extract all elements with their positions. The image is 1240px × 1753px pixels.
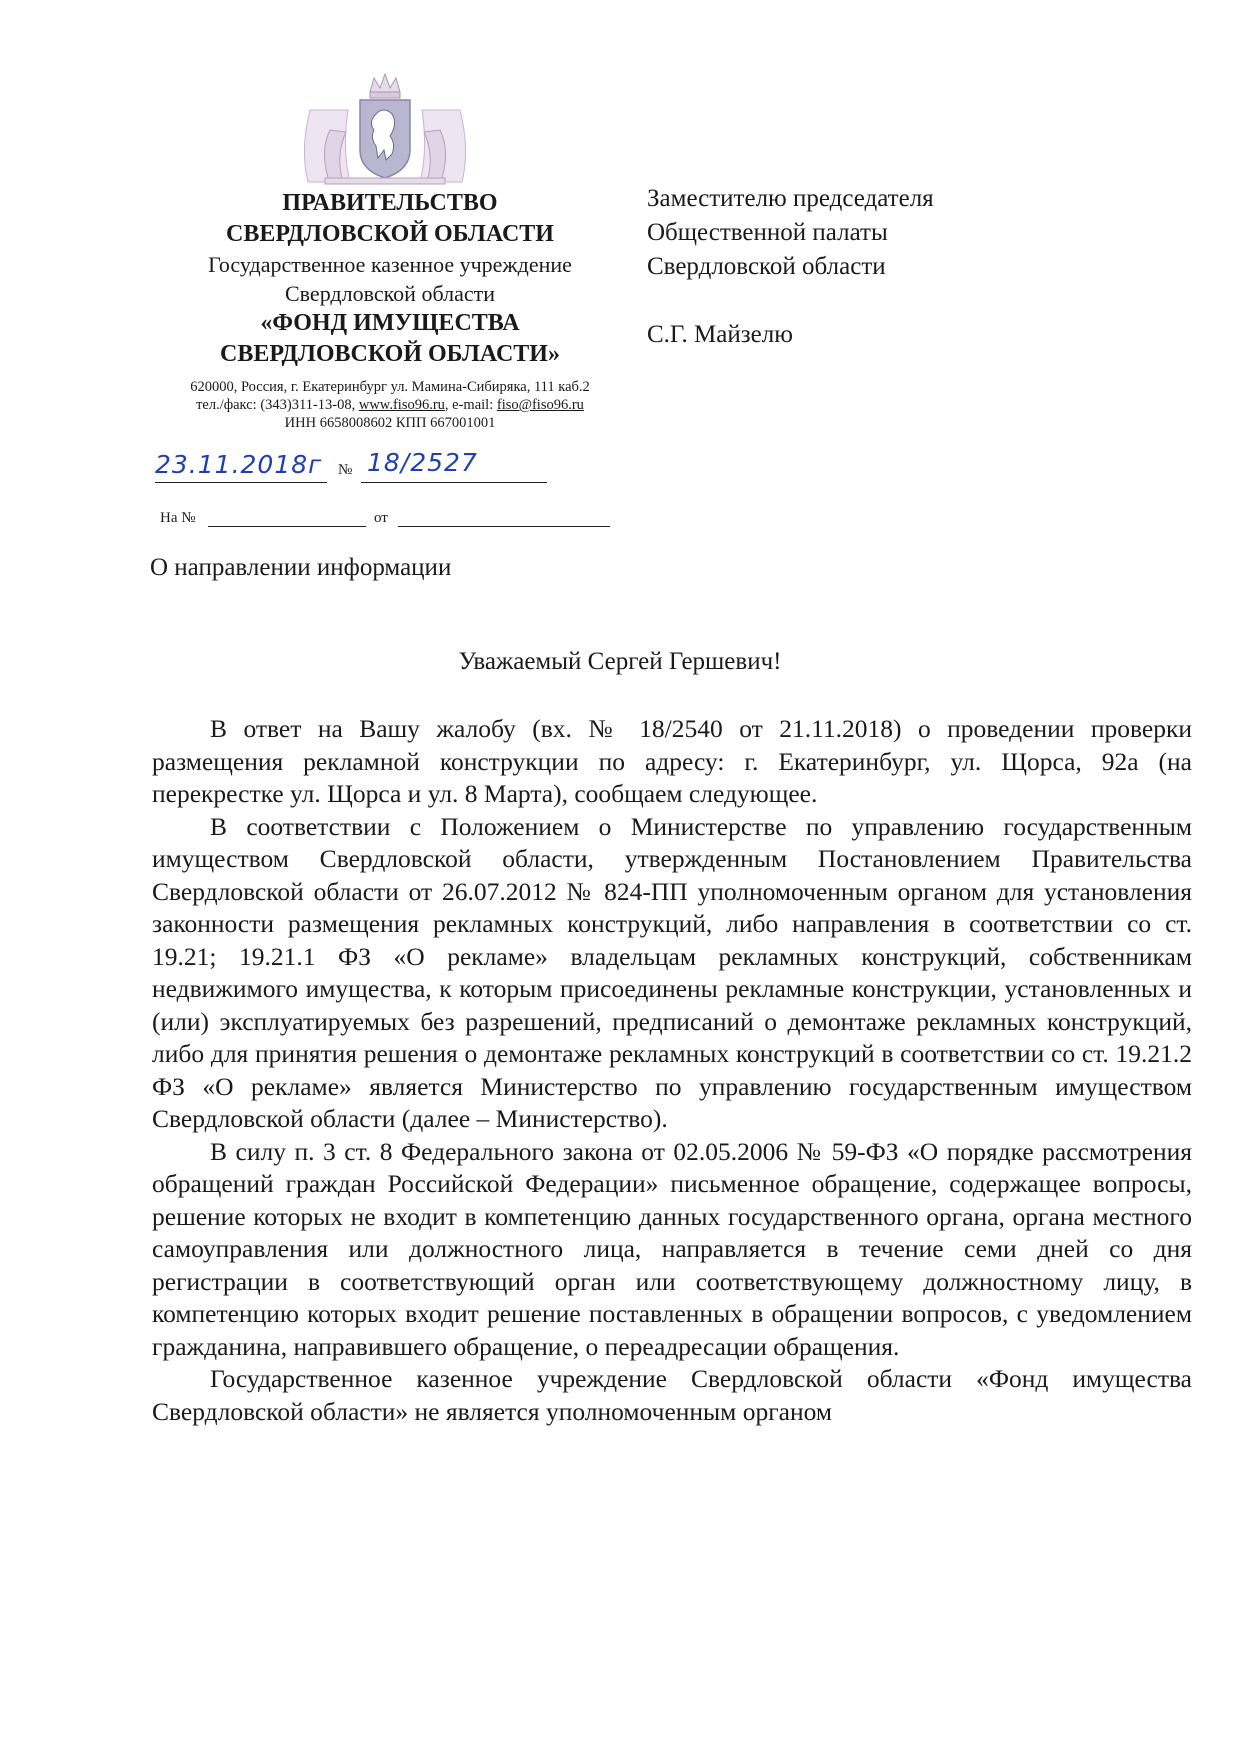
sender-inn-kpp: ИНН 6658008602 КПП 667001001 (284, 415, 496, 431)
sender-contacts (140, 378, 640, 432)
addressee-position-line2: Общественной палаты (647, 219, 888, 246)
body-paragraph: Государственное казенное учреждение Свердловской области «Фонд имущества Свердловской области» не является уполномоченным органом (152, 1364, 1192, 1426)
coat-of-arms-emblem (290, 70, 480, 188)
reply-number-label: На № (160, 510, 196, 526)
outgoing-number: 18/2527 (367, 448, 478, 477)
outgoing-date: 23.11.2018г (155, 450, 323, 479)
sender-phone-web-email (140, 396, 640, 414)
sender-website-link[interactable]: www.fiso96.ru (358, 397, 445, 413)
body-paragraph: В силу п. 3 ст. 8 Федерального закона от 02.05.2006 № 59-ФЗ «О порядке рассмотрения обращений граждан Российской Федерации» письменное обращение, содержащее вопросы, решение которых не входит в компетенцию данных государственного органа, органа местного самоуправления или должностного лица, направляется в течение семи дней со дня регистрации в соответствующий орган или соответствующему должностному лицу, в компетенцию которых входит решение поставленных в обращении вопросов, с уведомлением гражданина, направившего обращение, о переадресации обращения. (152, 1136, 1192, 1361)
sender-phone: тел./факс: (343)311-13-08, (196, 397, 359, 413)
sender-address: 620000, Россия, г. Екатеринбург ул. Мамина-Сибиряка, 111 каб.2 (190, 379, 590, 395)
letter-subject: О направлении информации (150, 554, 452, 581)
sender-fund-name-line2: СВЕРДЛОВСКОЙ ОБЛАСТИ» (220, 341, 560, 367)
body-paragraph: В ответ на Вашу жалобу (вх. № 18/2540 от 21.11.2018) о проведении проверки размещения рекламной конструкции по адресу: г. Екатеринбург, ул. Щорса, 92а (на перекрестке ул. Щорса и ул. 8 Марта), сообщаем следующее. (152, 714, 1192, 808)
addressee-block (647, 182, 1207, 352)
sender-email-link[interactable]: fiso@fiso96.ru (496, 397, 584, 413)
addressee-position-line1: Заместителю председателя (647, 185, 934, 212)
sender-institution-type: Государственное казенное учреждение (208, 252, 572, 277)
sender-institution-region: Свердловской области (285, 281, 495, 306)
letter-body (152, 713, 1192, 1428)
salutation: Уважаемый Сергей Гершевич! (458, 648, 782, 675)
addressee-position-line3: Свердловской области (647, 253, 886, 280)
sender-email-label: , e-mail: (444, 397, 497, 413)
sender-block (140, 188, 640, 370)
sender-government-title: ПРАВИТЕЛЬСТВО (282, 190, 498, 216)
body-paragraph: В соответствии с Положением о Министерстве по управлению государственным имуществом Свердловской области, утвержденным Постановлением Правительства Свердловской области от 26.07.2012 № 824-ПП уполномоченным органом для установления законности размещения рекламных конструкций, либо направления в соответствии со ст. 19.21; 19.21.1 ФЗ «О рекламе» владельцам рекламных конструкций, собственникам недвижимого имущества, к которым присоединены рекламные конструкции, установленных и (или) эксплуатируемых без разрешений, предписаний о демонтаже рекламных конструкций, либо для принятия решения о демонтаже рекламных конструкций в соответствии со ст. 19.21.2 ФЗ «О рекламе» является Министерство по управлению государственным имуществом Свердловской области (далее – Министерство). (152, 811, 1192, 1133)
sender-fund-name-line1: «ФОНД ИМУЩЕСТВА (260, 310, 520, 336)
outgoing-number-label: № (338, 462, 353, 478)
sender-region-title: СВЕРДЛОВСКОЙ ОБЛАСТИ (226, 221, 554, 247)
reply-date-label: от (374, 510, 388, 526)
addressee-name: С.Г. Майзелю (647, 321, 793, 348)
